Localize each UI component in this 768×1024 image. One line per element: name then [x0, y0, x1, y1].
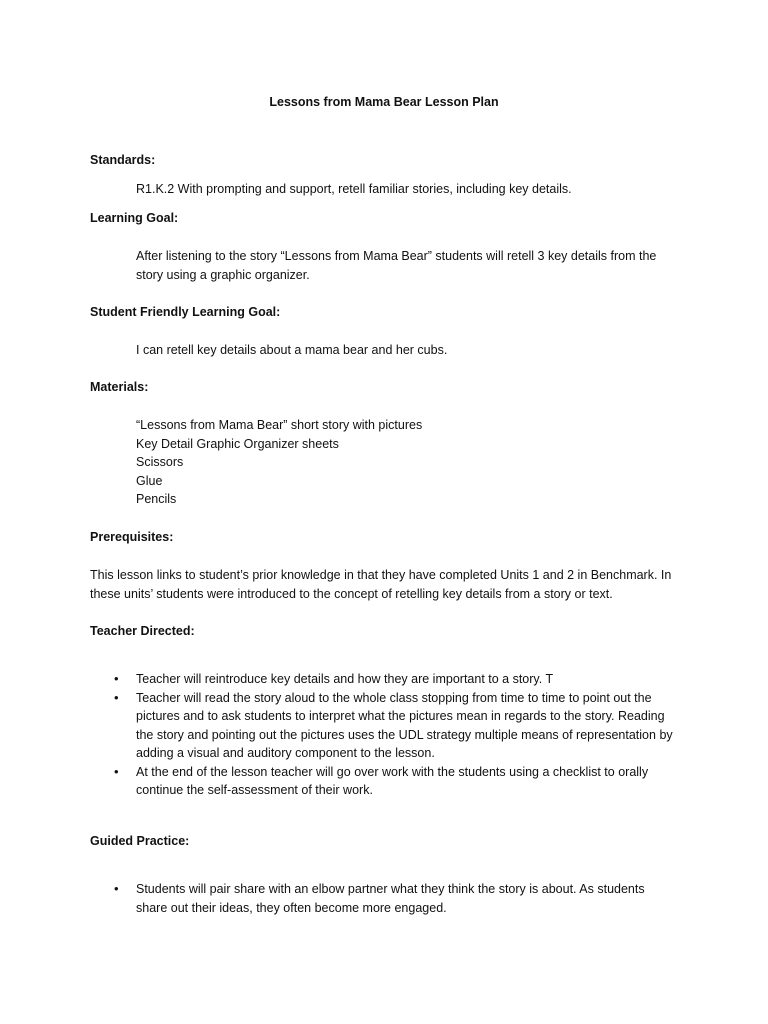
learning-goal-text: After listening to the story “Lessons from Mama Bear” students will retell 3 key details from the story using a graphic organizer. [136, 249, 657, 282]
list-item [112, 763, 678, 800]
learning-goal-heading: Learning Goal: [90, 211, 179, 225]
list-item-text: Teacher will read the story aloud to the whole class stopping from time to time to point out the pictures and to ask students to interpret what the pictures mean in regards to the story. Reading the story and pointing out the pictures uses the UDL strategy multiple means of representation by adding a visual and auditory component to the lesson. [136, 690, 673, 760]
prerequisites-text: This lesson links to student’s prior knowledge in that they have completed Units 1 and 2 in Benchmark. In these units’ students were introduced to the concept of retelling key details from a story or text. [90, 568, 672, 601]
bullet-icon: • [114, 763, 119, 779]
list-item [112, 689, 678, 763]
materials-list [136, 416, 422, 509]
materials-item: Pencils [136, 492, 177, 506]
list-item-text: Students will pair share with an elbow partner what they think the story is about. As students share out their ideas, they often become more engaged. [136, 882, 645, 915]
teacher-directed-heading: Teacher Directed: [90, 624, 195, 638]
student-friendly-goal-heading: Student Friendly Learning Goal: [90, 305, 281, 319]
teacher-directed-list [112, 670, 678, 800]
guided-practice-list [112, 880, 672, 917]
list-item-text: Teacher will reintroduce key details and how they are important to a story. T [136, 672, 554, 686]
list-item [112, 880, 672, 917]
materials-item: “Lessons from Mama Bear” short story with pictures [136, 418, 423, 432]
document-title: Lessons from Mama Bear Lesson Plan [269, 95, 499, 109]
materials-item: Glue [136, 473, 163, 488]
bullet-icon: • [114, 671, 119, 686]
bullet-icon: • [114, 881, 119, 896]
bullet-icon: • [114, 689, 119, 705]
standards-text: R1.K.2 With prompting and support, retell familiar stories, including key details. [136, 182, 572, 196]
materials-heading: Materials: [90, 380, 149, 394]
materials-item: Scissors [136, 455, 184, 469]
student-friendly-goal-text: I can retell key details about a mama bear and her cubs. [136, 343, 448, 357]
guided-practice-heading: Guided Practice: [90, 834, 190, 848]
standards-heading: Standards: [90, 153, 156, 167]
list-item [112, 670, 678, 689]
list-item-text: At the end of the lesson teacher will go over work with the students using a checklist to orally continue the self-assessment of their work. [136, 764, 649, 797]
prerequisites-heading: Prerequisites: [90, 530, 174, 544]
materials-item: Key Detail Graphic Organizer sheets [136, 436, 339, 451]
